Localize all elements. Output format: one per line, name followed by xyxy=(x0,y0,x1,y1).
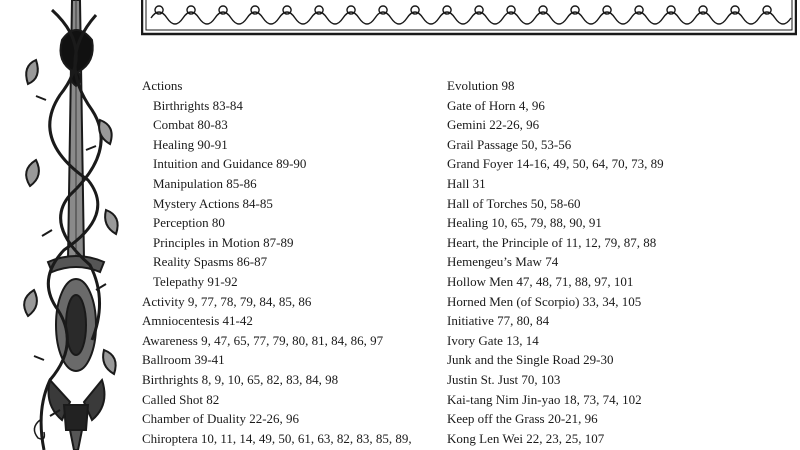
index-entry: Justin St. Just 70, 103 xyxy=(447,371,561,387)
index-entry: Hollow Men 47, 48, 71, 88, 97, 101 xyxy=(447,273,634,289)
index-entry: Chiroptera 10, 11, 14, 49, 50, 61, 63, 82, 83, 85, 89, xyxy=(142,430,412,446)
index-subentry: Intuition and Guidance 89-90 xyxy=(153,156,307,172)
index-entry: Hemengeu’s Maw 74 xyxy=(447,254,559,270)
index-entry: Kai-tang Nim Jin-yao 18, 73, 74, 102 xyxy=(447,391,642,407)
index-subentry: Reality Spasms 86-87 xyxy=(153,254,268,270)
index-entry: Keep off the Grass 20-21, 96 xyxy=(447,411,598,427)
index-entry: Ivory Gate 13, 14 xyxy=(447,332,539,348)
index-entry: Heart, the Principle of 11, 12, 79, 87, 88 xyxy=(447,234,657,250)
index-subentry: Mystery Actions 84-85 xyxy=(153,195,273,211)
index-subentry: Principles in Motion 87-89 xyxy=(153,234,294,250)
index-entry: Birthrights 8, 9, 10, 65, 82, 83, 84, 98 xyxy=(142,371,339,387)
vine-sword-border-illustration xyxy=(0,0,130,450)
index-subentry: Combat 80-83 xyxy=(153,117,228,133)
index-column-left xyxy=(142,76,432,448)
index-entry: Gemini 22-26, 96 xyxy=(447,117,540,133)
index-subentry: Telepathy 91-92 xyxy=(153,273,238,289)
index-subentry: Birthrights 83-84 xyxy=(153,97,243,113)
index-entry: Amniocentesis 41-42 xyxy=(142,313,253,329)
index-entry: Grand Foyer 14-16, 49, 50, 64, 70, 73, 89 xyxy=(447,156,664,172)
index-entry: Initiative 77, 80, 84 xyxy=(447,313,550,329)
index-entry: Activity 9, 77, 78, 79, 84, 85, 86 xyxy=(142,293,312,309)
index-entry: Ballroom 39-41 xyxy=(142,352,225,368)
index-subentry: Manipulation 85-86 xyxy=(153,175,257,191)
index-entry: Healing 10, 65, 79, 88, 90, 91 xyxy=(447,215,602,231)
index-entry: Gate of Horn 4, 96 xyxy=(447,97,545,113)
index-entry: Hall 31 xyxy=(447,175,486,191)
index-entry: Grail Passage 50, 53-56 xyxy=(447,136,572,152)
index-entry: Awareness 9, 47, 65, 77, 79, 80, 81, 84, 86, 97 xyxy=(142,332,384,348)
index-entry: Junk and the Single Road 29-30 xyxy=(447,352,614,368)
index-column-right xyxy=(447,76,792,448)
index-entry: Actions xyxy=(142,78,183,93)
index-entry: Horned Men (of Scorpio) 33, 34, 105 xyxy=(447,293,642,309)
index-entry: Evolution 98 xyxy=(447,78,515,93)
index-entry: Kong Len Wei 22, 23, 25, 107 xyxy=(447,430,605,446)
index-entry: Called Shot 82 xyxy=(142,391,220,407)
index-entry: Hall of Torches 50, 58-60 xyxy=(447,195,581,211)
index-entry: Chamber of Duality 22-26, 96 xyxy=(142,411,300,427)
top-ornamental-border xyxy=(141,0,797,36)
index-subentry: Perception 80 xyxy=(153,215,225,231)
index-subentry: Healing 90-91 xyxy=(153,136,228,152)
